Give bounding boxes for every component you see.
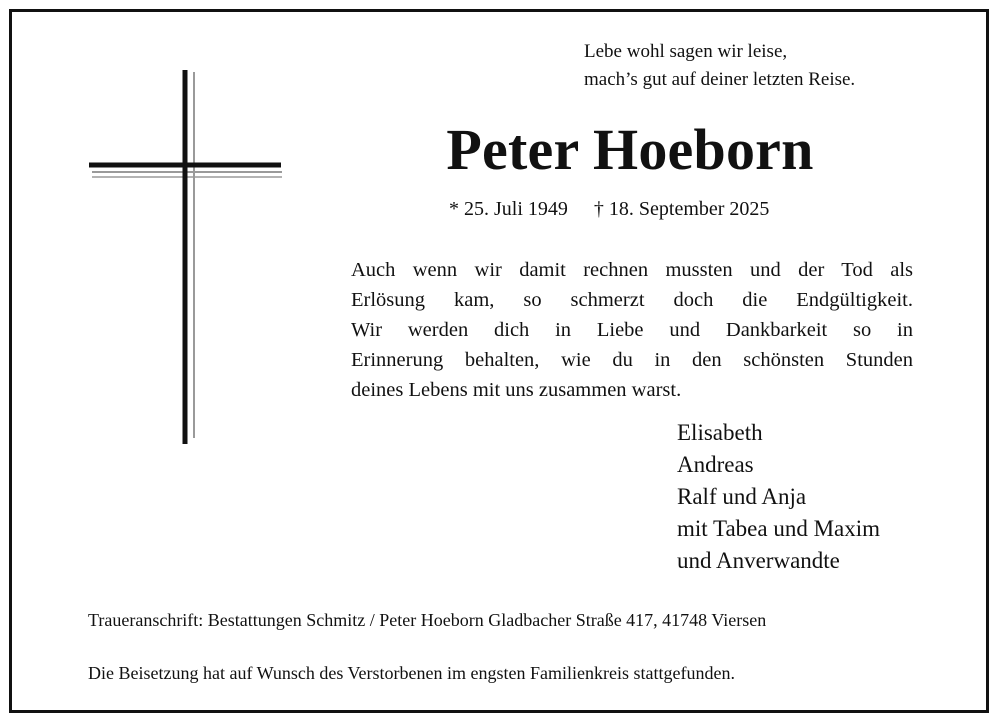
death-date: † 18. September 2025	[593, 198, 770, 220]
message-line: Auch wenn wir damit rechnen mussten und der Tod als	[351, 259, 913, 281]
signer: und Anverwandte	[677, 548, 840, 573]
poem-line: mach’s gut auf deiner letzten Reise.	[584, 69, 856, 90]
burial-note: Die Beisetzung hat auf Wunsch des Verstorbenen im engsten Familienkreis stattgefunden.	[88, 663, 735, 683]
poem-line: Lebe wohl sagen wir leise,	[584, 41, 788, 62]
message-line: Erlösung kam, so schmerzt doch die Endgültigkeit.	[351, 289, 913, 311]
cross-icon	[86, 68, 286, 448]
deceased-name: Peter Hoeborn	[446, 117, 814, 182]
message-line: deines Lebens mit uns zusammen warst.	[351, 379, 682, 401]
signer: Andreas	[677, 452, 754, 477]
birth-date: * 25. Juli 1949	[449, 198, 568, 220]
signer: mit Tabea und Maxim	[677, 516, 881, 541]
mourning-message	[351, 255, 913, 405]
signers-list	[677, 417, 880, 577]
signer: Ralf und Anja	[677, 484, 807, 509]
poem	[584, 38, 855, 94]
life-dates	[449, 195, 769, 223]
mourning-address: Traueranschrift: Bestattungen Schmitz / Peter Hoeborn Gladbacher Straße 417, 41748 Viersen	[88, 610, 767, 630]
message-line: Wir werden dich in Liebe und Dankbarkeit so in	[351, 319, 913, 341]
signer: Elisabeth	[677, 420, 763, 445]
message-line: Erinnerung behalten, wie du in den schönsten Stunden	[351, 349, 913, 371]
